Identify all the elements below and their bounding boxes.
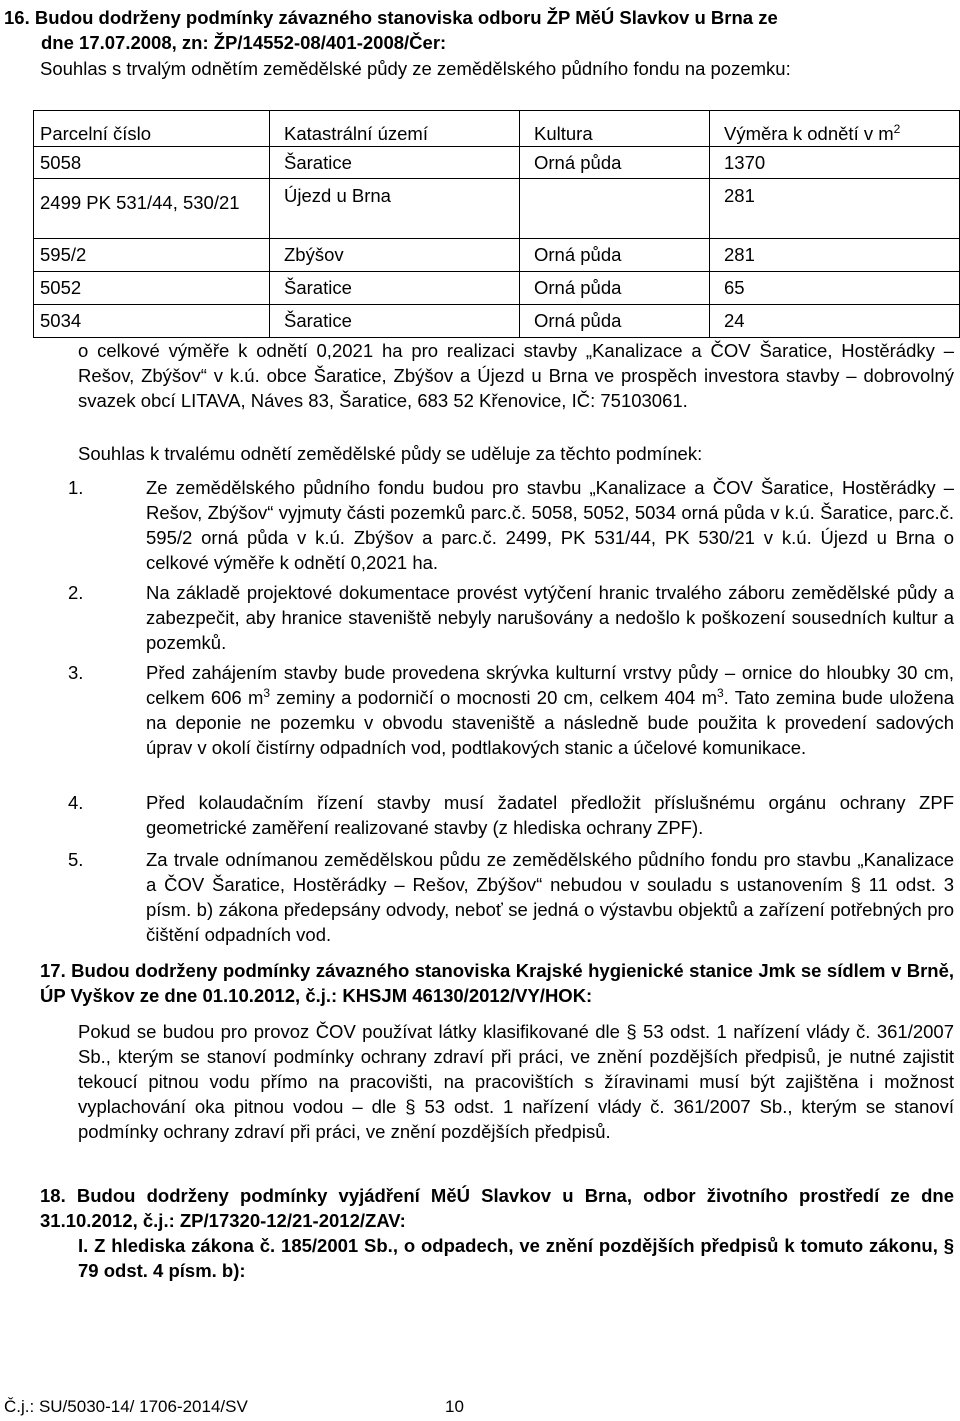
conditions-intro: Souhlas k trvalému odnětí zemědělské půdy se uděluje za těchto podmínek:: [78, 443, 703, 464]
acreage-paragraph: o celkové výměře k odnětí 0,2021 ha pro realizaci stavby „Kanalizace a ČOV Šaratice, Hostěrádky – Rešov, Zbýšov“ v k.ú. obce Šaratice, Zbýšov a Újezd u Brna ve prospěch investora stavby – dobrovolný svazek obcí LITAVA, Náves 83, Šaratice, 683 52 Křenovice, IČ: 75103061.: [78, 340, 954, 411]
header-parcel: Parcelní číslo: [34, 111, 270, 147]
cell-area: Zbýšov: [270, 239, 520, 272]
cell-culture: [520, 179, 710, 239]
footer-reference: Č.j.: SU/5030-14/ 1706-2014/SV: [4, 1397, 248, 1416]
section-18-heading: 18. Budou dodrženy podmínky vyjádření MěÚ Slavkov u Brna, odbor životního prostředí ze dne 31.10.2012, č.j.: ZP/17320-12/21-2012/ZAV:: [40, 1185, 954, 1231]
table-row: [34, 239, 960, 272]
cell-size: 65: [710, 272, 960, 305]
cell-parcel: 5034: [34, 305, 270, 338]
page-number: 10: [445, 1397, 464, 1416]
condition-number: 3.: [68, 662, 84, 683]
header-size: Výměra k odnětí v $m^2$: [710, 111, 960, 147]
section-17-heading: 17. Budou dodrženy podmínky závazného stanoviska Krajské hygienické stanice Jmk se sídlem v Brně, ÚP Vyškov ze dne 01.10.2012, č.j.: KHSJM 46130/2012/VY/HOK:: [40, 960, 954, 1006]
condition-number: 4.: [68, 792, 84, 813]
condition-number: 1.: [68, 477, 84, 498]
cell-size: 281: [710, 239, 960, 272]
table-row: [34, 305, 960, 338]
cell-culture: Orná půda: [520, 147, 710, 179]
cell-culture: Orná půda: [520, 272, 710, 305]
condition-text: Před zahájením stavby bude provedena skrývka kulturní vrstvy půdy – ornice do hloubky 30 cm, celkem 606 $m^3$ zeminy a podorničí o mocnosti 20 cm, celkem 404 $m^3$. Tato zemina bude uložena na deponie ne pozemku v obvodu staveniště a následně bude použita k provedení sadových úprav v okolí čistírny odpadních vod, podtlakových stanic a účelové komunikace.: [146, 662, 954, 758]
cell-area: Šaratice: [270, 305, 520, 338]
condition-text: Před kolaudačním řízení stavby musí žadatel předložit příslušnému orgánu ochrany ZPF geometrické zaměření realizované stavby (z hlediska ochrany ZPF).: [146, 792, 954, 838]
table-row: [34, 272, 960, 305]
section-16-heading: [4, 5, 956, 55]
section-16-intro: Souhlas s trvalým odnětím zemědělské půdy ze zemědělského půdního fondu na pozemku:: [40, 58, 791, 79]
cell-parcel: 2499 PK 531/44, 530/21: [34, 179, 270, 239]
cell-parcel: 595/2: [34, 239, 270, 272]
condition-text: Ze zemědělského půdního fondu budou pro stavbu „Kanalizace a ČOV Šaratice, Hostěrádky – Rešov, Zbýšov“ vyjmuty části pozemků parc.č. 5058, 5052, 5034 orná půda v k.ú. Šaratice, parc.č. 595/2 orná půda v k.ú. Zbýšov a parc.č. 2499, PK 531/44, PK 530/21 v k.ú. Újezd u Brna o celkové výměře k odnětí 0,2021 ha.: [146, 477, 954, 573]
cell-size: 1370: [710, 147, 960, 179]
table-row: [34, 147, 960, 179]
parcel-table: [33, 110, 960, 338]
cell-area: Šaratice: [270, 147, 520, 179]
condition-text: Za trvale odnímanou zemědělskou půdu ze zemědělského půdního fondu pro stavbu „Kanalizace a ČOV Šaratice, Hostěrádky – Rešov, Zbýšov“ nebudou v souladu s ustanovením § 11 odst. 3 písm. b) zákona předepsány odvody, neboť se jedná o výstavbu objektů a zařízení potřebných pro čištění odpadních vod.: [146, 849, 954, 945]
cell-culture: Orná půda: [520, 305, 710, 338]
section-16-heading-line2: dne 17.07.2008, zn: ŽP/14552-08/401-2008/Čer:: [41, 32, 447, 53]
table-row: [34, 179, 960, 239]
section-18-subheading: I. Z hlediska zákona č. 185/2001 Sb., o odpadech, ve znění pozdějších předpisů k tomuto zákonu, § 79 odst. 4 písm. b):: [78, 1235, 954, 1281]
header-area: Katastrální území: [270, 111, 520, 147]
header-culture: Kultura: [520, 111, 710, 147]
cell-parcel: 5052: [34, 272, 270, 305]
cell-area: Šaratice: [270, 272, 520, 305]
cell-culture: Orná půda: [520, 239, 710, 272]
section-16-heading-line1: 16. Budou dodrženy podmínky závazného stanoviska odboru ŽP MěÚ Slavkov u Brna ze: [4, 7, 778, 28]
cell-size: 281: [710, 179, 960, 239]
section-17-text: Pokud se budou pro provoz ČOV používat látky klasifikované dle § 53 odst. 1 nařízení vlády č. 361/2007 Sb., kterým se stanoví podmínky ochrany zdraví při práci, ve znění pozdějších předpisů, je nutné zajistit tekoucí pitnou vodu přímo na pracovišti, na pracovištích s žíravinami musí být zajištěna i možnost vyplachování oka pitnou vodou – dle § 53 odst. 1 nařízení vlády č. 361/2007 Sb., kterým se stanoví podmínky ochrany zdraví při práci, ve znění pozdějších předpisů.: [78, 1021, 954, 1142]
cell-size: 24: [710, 305, 960, 338]
condition-number: 2.: [68, 582, 84, 603]
table-header-row: [34, 111, 960, 147]
condition-text: Na základě projektové dokumentace provést vytýčení hranic trvalého záboru zemědělské půdy a zabezpečit, aby hranice staveniště nebyly narušovány a nedošlo k poškození sousedních kultur a pozemků.: [146, 582, 954, 653]
condition-number: 5.: [68, 849, 84, 870]
cell-area: Újezd u Brna: [270, 179, 520, 239]
cell-parcel: 5058: [34, 147, 270, 179]
